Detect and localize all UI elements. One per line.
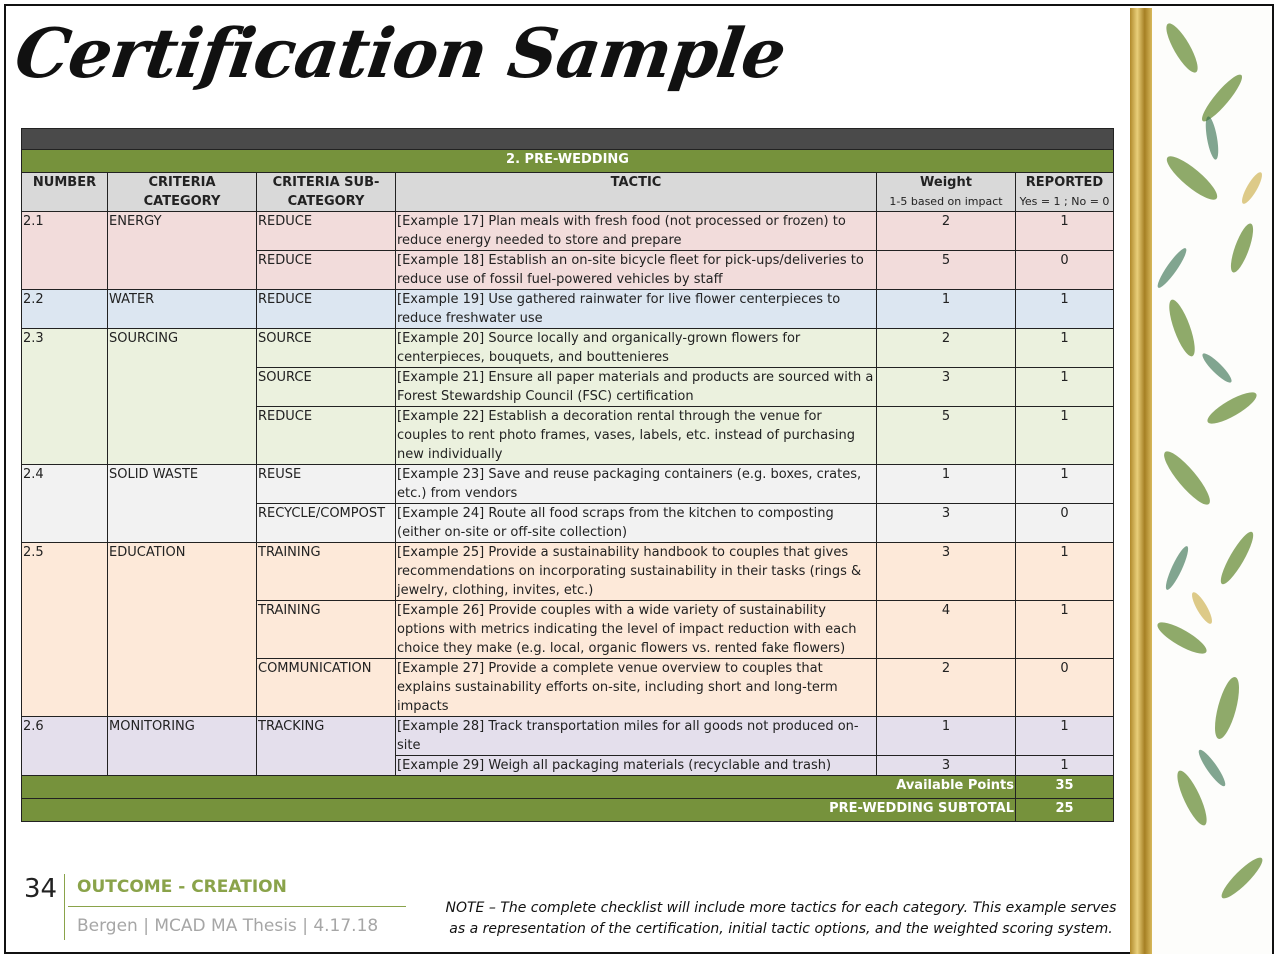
row-subcategory: REDUCE [257,212,396,251]
row-subcategory: REDUCE [257,407,396,465]
row-subcategory: TRAINING [257,601,396,659]
row-weight: 3 [877,504,1016,543]
row-subcategory: COMMUNICATION [257,659,396,717]
group-category: EDUCATION [108,543,257,717]
row-reported: 1 [1016,601,1114,659]
row-tactic: [Example 24] Route all food scraps from the kitchen to composting (either on-site or off-site collection) [396,504,877,543]
header-weight-label: Weight [920,175,972,190]
author-line: Bergen | MCAD MA Thesis | 4.17.18 [77,916,379,936]
row-reported: 1 [1016,368,1114,407]
row-subcategory: RECYCLE/COMPOST [257,504,396,543]
header-category: CRITERIA CATEGORY [108,173,257,212]
row-tactic: [Example 19] Use gathered rainwater for live flower centerpieces to reduce freshwater use [396,290,877,329]
row-tactic: [Example 22] Establish a decoration rental through the venue for couples to rent photo frames, vases, labels, etc. instead of purchasing new individually [396,407,877,465]
group-number: 2.2 [22,290,108,329]
gold-foil-strip [1130,8,1152,954]
footnote: NOTE – The complete checklist will include more tactics for each category. This example serves as a representation of the certification, initial tactic options, and the weighted scoring system. [445,900,1117,937]
section-header-row [22,150,1114,173]
table-row [22,543,1114,601]
certification-table [21,128,1114,822]
group-category: SOLID WASTE [108,465,257,543]
row-tactic: [Example 21] Ensure all paper materials and products are sourced with a Forest Stewardship Council (FSC) certification [396,368,877,407]
group-number: 2.1 [22,212,108,290]
footer-divider-horizontal [68,906,406,907]
row-reported: 1 [1016,329,1114,368]
row-weight: 3 [877,756,1016,776]
row-tactic: [Example 18] Establish an on-site bicycle fleet for pick-ups/deliveries to reduce use of fossil fuel-powered vehicles by staff [396,251,877,290]
row-reported: 1 [1016,290,1114,329]
available-points-label: Available Points [22,776,1016,799]
group-category: ENERGY [108,212,257,290]
row-reported: 0 [1016,251,1114,290]
row-weight: 2 [877,329,1016,368]
header-reported-sub: Yes = 1 ; No = 0 [1019,195,1110,208]
subtotal-value: 25 [1016,799,1114,822]
subtotal-label: PRE-WEDDING SUBTOTAL [22,799,1016,822]
group-number: 2.3 [22,329,108,465]
row-weight: 4 [877,601,1016,659]
row-weight: 1 [877,290,1016,329]
row-subcategory: TRAINING [257,543,396,601]
row-subcategory: REDUCE [257,290,396,329]
row-tactic: [Example 29] Weigh all packaging materials (recyclable and trash) [396,756,877,776]
header-tactic: TACTIC [396,173,877,212]
row-weight: 5 [877,407,1016,465]
header-reported-label: REPORTED [1025,175,1104,190]
table-row [22,717,1114,756]
group-category: SOURCING [108,329,257,465]
row-reported: 1 [1016,465,1114,504]
group-number: 2.4 [22,465,108,543]
table-row [22,465,1114,504]
row-reported: 1 [1016,543,1114,601]
header-weight-sub: 1-5 based on impact [889,195,1003,208]
leaves-illustration [1152,8,1272,954]
row-weight: 3 [877,368,1016,407]
row-tactic: [Example 17] Plan meals with fresh food (not processed or frozen) to reduce energy needed to store and prepare [396,212,877,251]
column-header-row [22,173,1114,212]
slide-title: Certification Sample [10,14,791,94]
row-reported: 1 [1016,756,1114,776]
group-category: MONITORING [108,717,257,776]
table-row [22,329,1114,368]
row-reported: 1 [1016,212,1114,251]
row-weight: 2 [877,659,1016,717]
row-reported: 1 [1016,407,1114,465]
row-reported: 0 [1016,504,1114,543]
row-tactic: [Example 25] Provide a sustainability handbook to couples that gives recommendations on incorporating sustainability in their tasks (rings & jewelry, clothing, invites, etc.) [396,543,877,601]
row-tactic: [Example 20] Source locally and organically-grown flowers for centerpieces, bouquets, and bouttenieres [396,329,877,368]
header-reported [1016,173,1114,212]
row-weight: 2 [877,212,1016,251]
available-points-row [22,776,1114,799]
row-reported: 0 [1016,659,1114,717]
row-subcategory: REUSE [257,465,396,504]
row-subcategory: SOURCE [257,368,396,407]
group-number: 2.6 [22,717,108,776]
header-number: NUMBER [22,173,108,212]
row-subcategory: SOURCE [257,329,396,368]
row-tactic: [Example 27] Provide a complete venue overview to couples that explains sustainability efforts on-site, including short and long-term impacts [396,659,877,717]
page-number: 34 [24,874,58,904]
footer-divider-vertical [64,874,65,940]
leaf-decoration [1152,8,1272,954]
row-reported: 1 [1016,717,1114,756]
row-weight: 5 [877,251,1016,290]
row-tactic: [Example 23] Save and reuse packaging containers (e.g. boxes, crates, etc.) from vendors [396,465,877,504]
available-points-value: 35 [1016,776,1114,799]
row-tactic: [Example 26] Provide couples with a wide variety of sustainability options with metrics indicating the level of impact reduction with each choice they make (e.g. local, organic flowers vs. rented fake flowers) [396,601,877,659]
row-weight: 1 [877,717,1016,756]
header-weight [877,173,1016,212]
row-subcategory: TRACKING [257,717,396,776]
row-tactic: [Example 28] Track transportation miles for all goods not produced on-site [396,717,877,756]
section-label: OUTCOME - CREATION [77,877,287,897]
group-number: 2.5 [22,543,108,717]
subtotal-row [22,799,1114,822]
table-row [22,212,1114,251]
row-weight: 1 [877,465,1016,504]
section-title: 2. PRE-WEDDING [22,150,1114,173]
group-category: WATER [108,290,257,329]
row-subcategory: REDUCE [257,251,396,290]
table-top-bar [22,129,1114,150]
table-row [22,290,1114,329]
header-subcategory: CRITERIA SUB-CATEGORY [257,173,396,212]
row-weight: 3 [877,543,1016,601]
